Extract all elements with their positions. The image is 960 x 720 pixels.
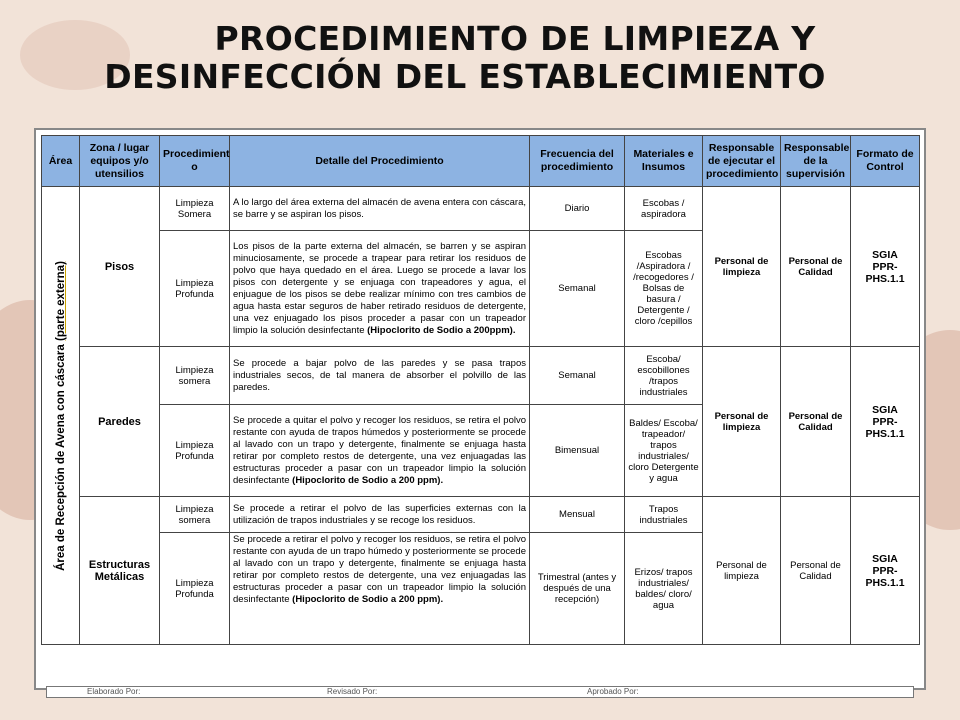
formato-line-2: PPR-PHS.1.1 <box>865 260 905 285</box>
formato-line-1: SGIA <box>872 552 898 565</box>
responsable-cell: Personal de limpieza <box>703 347 781 497</box>
procedimiento-cell: Limpieza Profunda <box>160 231 230 347</box>
detalle-cell: Se procede a quitar el polvo y recoger los residuos, se retira el polvo restante con ayuda de trapos húmedos y posteriormente se procede al lavado con un trapo y detergente, finalmente se enjuaga hasta retirar por completo restos de detergente, una vez enjuagadas las estructuras proceder a pasar con un trapeador limpio la solución desinfectante (Hipoclorito de Sodio a 200 ppm). <box>230 405 530 497</box>
procedimiento-cell: Limpieza Profunda <box>160 405 230 497</box>
title-line-2: DESINFECCIÓN DEL ESTABLECIMIENTO <box>104 57 826 96</box>
formato-line-2: PPR-PHS.1.1 <box>865 564 905 589</box>
procedimiento-cell: Limpieza somera <box>160 497 230 533</box>
table-row <box>42 187 920 231</box>
header-area: Área <box>42 136 80 187</box>
header-detalle: Detalle del Procedimiento <box>230 136 530 187</box>
formato-cell <box>851 347 920 497</box>
supervision-cell: Personal de Calidad <box>781 187 851 347</box>
frecuencia-cell: Diario <box>530 187 625 231</box>
header-formato: Formato de Control <box>851 136 920 187</box>
header-responsable-ejecutar: Responsable de ejecutar el procedimiento <box>703 136 781 187</box>
frecuencia-cell: Bimensual <box>530 405 625 497</box>
table-row <box>42 347 920 405</box>
zona-cell: Paredes <box>80 347 160 497</box>
materiales-cell: Trapos industriales <box>625 497 703 533</box>
header-procedimiento: Procedimient o <box>160 136 230 187</box>
responsable-cell: Personal de limpieza <box>703 497 781 645</box>
signature-footer <box>46 686 914 698</box>
footer-revisado: Revisado Por: <box>327 687 378 696</box>
materiales-cell: Erizos/ trapos industriales/ baldes/ cloro/ agua <box>625 533 703 645</box>
detalle-cell: Los pisos de la parte externa del almacén, se barren y se aspiran minuciosamente, se procede a trapear para retirar los residuos de polvo que haya quedado en el área. Luego se procede a lavar los pisos con detergente y se enjuaga con trapeadores y agua, el enjuague de los pisos se debe realizar mínimo con tres cambios de agua hasta estar seguros de haber retirado residuos de detergente, una vez enjuagado los pisos proceder a pasar con un trapeador limpio la solución desinfectante (Hipoclorito de Sodio a 200ppm). <box>230 231 530 347</box>
detalle-cell: A lo largo del área externa del almacén de avena entera con cáscara, se barre y se aspiran los pisos. <box>230 187 530 231</box>
table-header-row <box>42 136 920 187</box>
supervision-cell: Personal de Calidad <box>781 347 851 497</box>
zona-cell: Pisos <box>80 187 160 347</box>
footer-aprobado: Aprobado Por: <box>587 687 639 696</box>
header-materiales: Materiales e Insumos <box>625 136 703 187</box>
area-cell <box>42 187 80 645</box>
frecuencia-cell: Semanal <box>530 231 625 347</box>
title-line-1: PROCEDIMIENTO DE LIMPIEZA Y <box>214 19 816 58</box>
footer-elaborado: Elaborado Por: <box>87 687 141 696</box>
formato-line-1: SGIA <box>872 248 898 261</box>
materiales-cell: Escoba/ escobillones /trapos industriales <box>625 347 703 405</box>
page-title <box>0 20 960 96</box>
procedimiento-cell: Limpieza Profunda <box>160 533 230 645</box>
procedure-table <box>41 135 920 645</box>
detalle-cell: Se procede a bajar polvo de las paredes y se pasa trapos industriales secos, de tal manera de absorber el polvillo de las paredes. <box>230 347 530 405</box>
materiales-cell: Baldes/ Escoba/ trapeador/ trapos industriales/ cloro Detergente y agua <box>625 405 703 497</box>
frecuencia-cell: Semanal <box>530 347 625 405</box>
materiales-cell: Escobas / aspiradora <box>625 187 703 231</box>
formato-line-2: PPR-PHS.1.1 <box>865 415 905 440</box>
header-frecuencia: Frecuencia del procedimiento <box>530 136 625 187</box>
area-label: Área de Recepción de Avena con cáscara (parte externa) <box>54 260 67 571</box>
frecuencia-cell: Mensual <box>530 497 625 533</box>
procedimiento-cell: Limpieza somera <box>160 347 230 405</box>
materiales-cell: Escobas /Aspiradora / /recogedores / Bolsas de basura / Detergente / cloro /cepillos <box>625 231 703 347</box>
procedimiento-cell: Limpieza Somera <box>160 187 230 231</box>
detalle-cell: Se procede a retirar el polvo de las superficies externas con la utilización de trapos industriales y se recoge los residuos. <box>230 497 530 533</box>
formato-cell <box>851 187 920 347</box>
formato-cell <box>851 497 920 645</box>
procedure-sheet <box>34 128 926 690</box>
supervision-cell: Personal de Calidad <box>781 497 851 645</box>
header-responsable-supervision: Responsable de la supervisión <box>781 136 851 187</box>
frecuencia-cell: Trimestral (antes y después de una recepción) <box>530 533 625 645</box>
table-row <box>42 497 920 533</box>
header-zona: Zona / lugar equipos y/o utensilios <box>80 136 160 187</box>
detalle-cell: Se procede a retirar el polvo y recoger los residuos, se retira el polvo restante con ayuda de un trapo húmedo y posteriormente se procede al lavado con un trapo y detergente, finalmente se enjuaga hasta retirar por completo restos de detergente, una vez enjuagadas las estructuras proceder a pasar con un trapeador limpio la solución desinfectante (Hipoclorito de Sodio a 200 ppm). <box>230 533 530 645</box>
responsable-cell: Personal de limpieza <box>703 187 781 347</box>
zona-cell: Estructuras Metálicas <box>80 497 160 645</box>
formato-line-1: SGIA <box>872 403 898 416</box>
